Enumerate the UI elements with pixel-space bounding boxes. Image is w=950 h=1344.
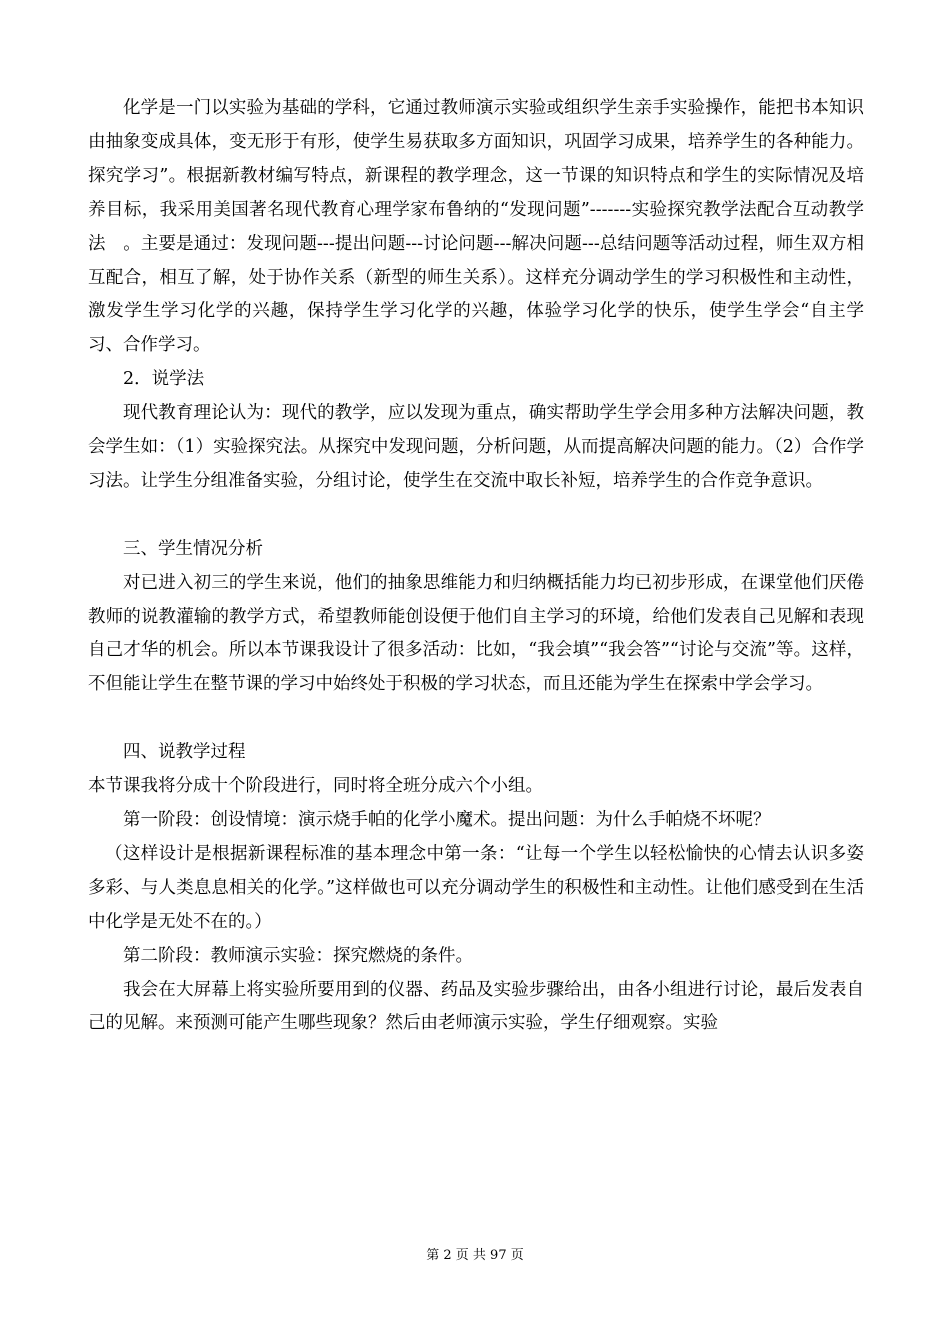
paragraph-stage-two: 第二阶段：教师演示实验：探究燃烧的条件。 (123, 945, 473, 966)
spacer (88, 499, 864, 533)
document-body (88, 92, 864, 1041)
heading-teaching-process: 四、说教学过程 (123, 742, 246, 763)
spacer (88, 702, 864, 736)
paragraph-stage-two-detail: 我会在大屏幕上将实验所要用到的仪器、药品及实验步骤给出，由各小组进行讨论，最后发表自己的见解。来预测可能产生哪些现象？然后由老师演示实验，学生仔细观察。实验 (88, 979, 864, 1034)
paragraph-teaching-method: 化学是一门以实验为基础的学科，它通过教师演示实验或组织学生亲手实验操作，能把书本知识由抽象变成具体，变无形于有形，使学生易获取多方面知识，巩固学习成果，培养学生的各种能力。探究学习”。根据新教材编写特点，新课程的教学理念，这一节课的知识特点和学生的实际情况及培养目标，我采用美国著名现代教育心理学家布鲁纳的“发现问题”-------实验探究教学法配合互动教学法 。主要是通过：发现问题---提出问题---讨论问题---解决问题---总结问题等活动过程，师生双方相互配合，相互了解，处于协作关系（新型的师生关系）。这样充分调动学生的学习积极性和主动性，激发学生学习化学的兴趣，保持学生学习化学的兴趣，体验学习化学的快乐，使学生学会“自主学习、合作学习。 (88, 98, 864, 356)
heading-student-analysis: 三、学生情况分析 (123, 538, 263, 559)
paragraph-study-method: 现代教育理论认为：现代的教学，应以发现为重点，确实帮助学生学会用多种方法解决问题，教会学生如：（1）实验探究法。从探究中发现问题，分析问题，从而提高解决问题的能力。（2）合作学习法。让学生分组准备实验，分组讨论，使学生在交流中取长补短，培养学生的合作竞争意识。 (88, 403, 864, 491)
paragraph-stage-one: 第一阶段：创设情境：演示烧手帕的化学小魔术。提出问题：为什么手帕烧不坏呢？ (123, 810, 771, 830)
page-number-footer: 第 2 页 共 97 页 (426, 1248, 524, 1263)
heading-study-method: 2．说学法 (123, 369, 205, 390)
paragraph-stage-one-note: （这样设计是根据新课程标准的基本理念中第一条：“让每一个学生以轻松愉快的心情去认识多姿多彩、与人类息息相关的化学。”这样做也可以充分调动学生的积极性和主动性。让他们感受到在生活中化学是无处不在的。） (88, 843, 864, 932)
paragraph-process-intro: 本节课我将分成十个阶段进行，同时将全班分成六个小组。 (88, 776, 543, 797)
paragraph-student-analysis: 对已进入初三的学生来说，他们的抽象思维能力和归纳概括能力均已初步形成，在课堂他们厌倦教师的说教灌输的教学方式，希望教师能创设便于他们自主学习的环境，给他们发表自己见解和表现自己才华的机会。所以本节课我设计了很多活动：比如，“我会填”“我会答”“讨论与交流”等。这样，不但能让学生在整节课的学习中始终处于积极的学习状态，而且还能为学生在探索中学会学习。 (88, 572, 864, 695)
